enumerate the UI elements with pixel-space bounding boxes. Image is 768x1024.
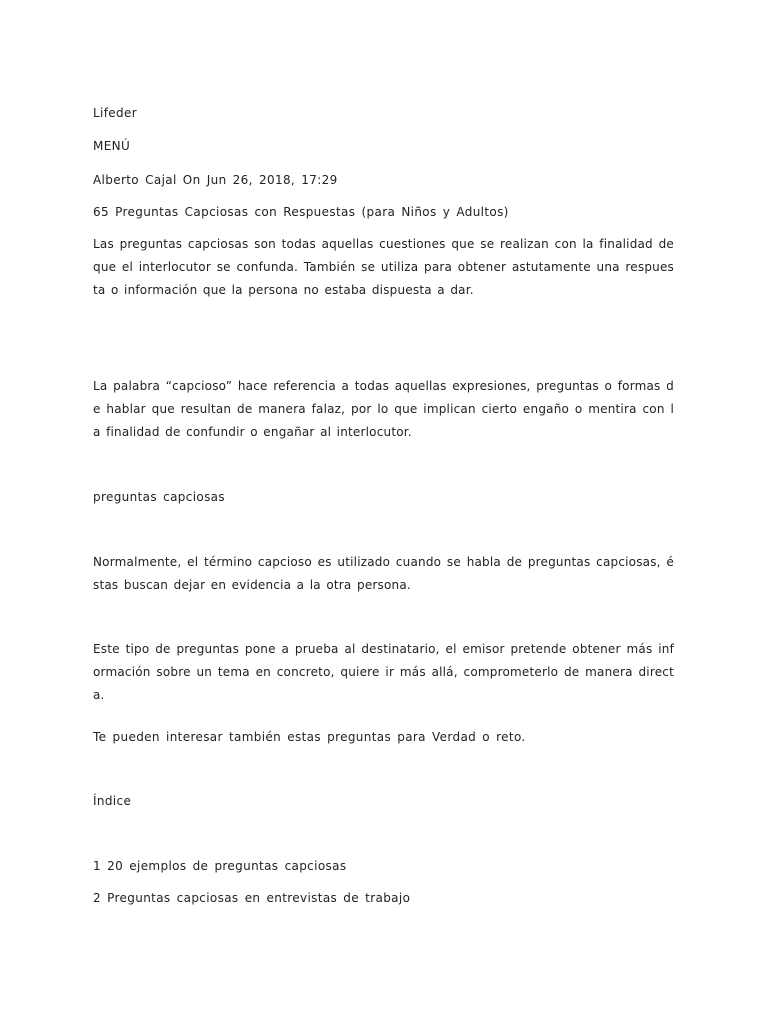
image-caption: preguntas capciosas bbox=[93, 490, 225, 504]
test-paragraph: Este tipo de preguntas pone a prueba al destinatario, el emisor pretende obtener más información sobre un tema en concreto, quiere ir más allá, comprometerlo de manera directa. bbox=[93, 642, 674, 702]
site-name: Lifeder bbox=[93, 106, 138, 120]
article-title: 65 Preguntas Capciosas con Respuestas (para Niños y Adultos) bbox=[93, 205, 509, 219]
intro-paragraph: Las preguntas capciosas son todas aquellas cuestiones que se realizan con la finalidad de que el interlocutor se confunda. También se utiliza para obtener astutamente una respuesta o información que la persona no estaba dispuesta a dar. bbox=[93, 237, 674, 297]
menu-label: MENÚ bbox=[93, 139, 131, 153]
index-item: 2 Preguntas capciosas en entrevistas de trabajo bbox=[93, 891, 411, 905]
definition-paragraph: La palabra “capcioso” hace referencia a todas aquellas expresiones, preguntas o formas de hablar que resultan de manera falaz, por lo que implican cierto engaño o mentira con la finalidad de confundir o engañar al interlocutor. bbox=[93, 379, 674, 439]
related-paragraph: Te pueden interesar también estas preguntas para Verdad o reto. bbox=[93, 730, 526, 744]
usage-paragraph: Normalmente, el término capcioso es utilizado cuando se habla de preguntas capciosas, éstas buscan dejar en evidencia a la otra persona. bbox=[93, 555, 674, 592]
byline: Alberto Cajal On Jun 26, 2018, 17:29 bbox=[93, 173, 338, 187]
index-heading: Índice bbox=[93, 794, 132, 808]
index-item: 1 20 ejemplos de preguntas capciosas bbox=[93, 859, 347, 873]
